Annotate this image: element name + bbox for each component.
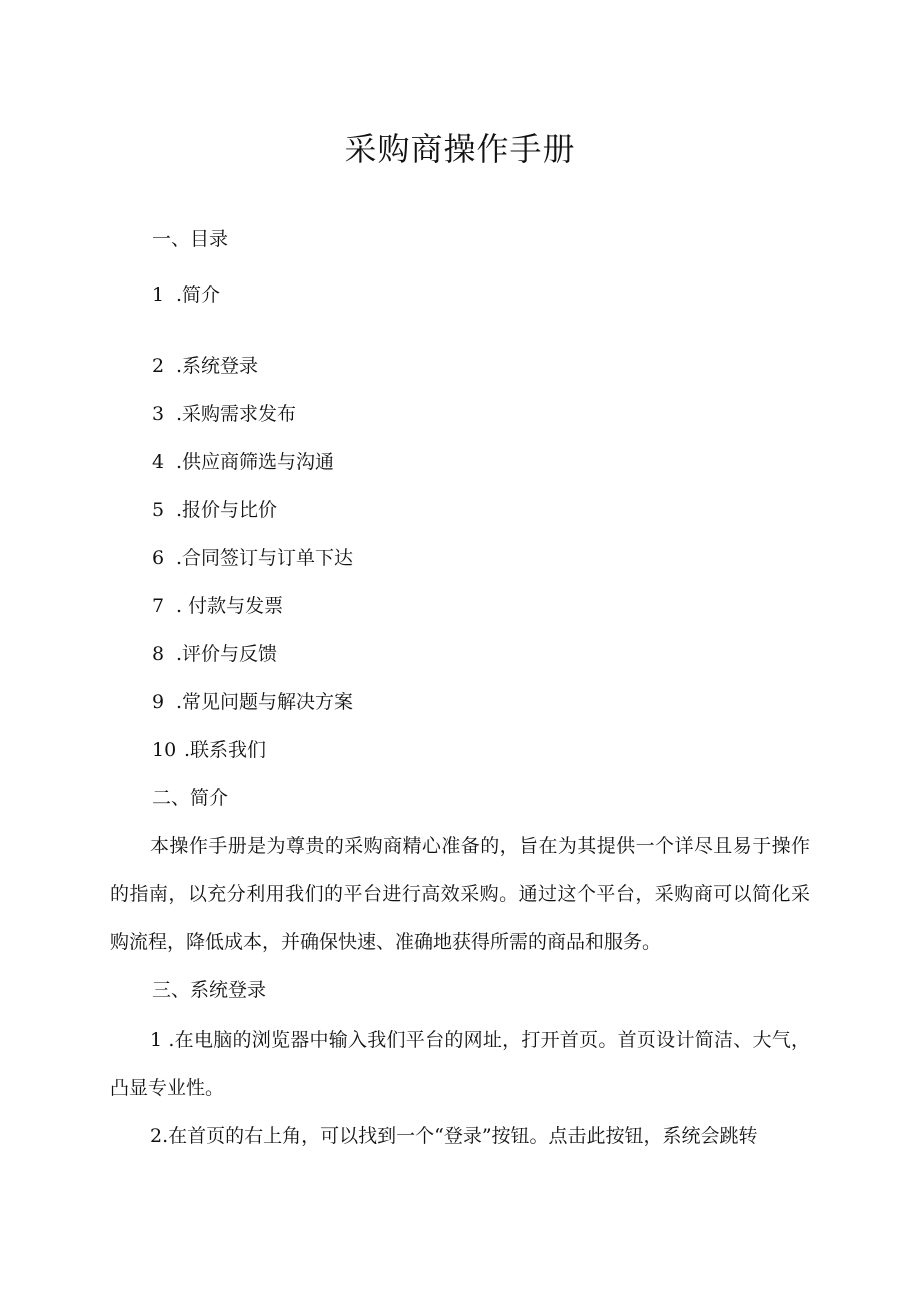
toc-item-1 <box>152 280 220 310</box>
toc-item-number: 9 <box>152 691 165 713</box>
toc-item-text: .系统登录 <box>176 355 259 377</box>
toc-item-number: 3 <box>152 403 165 425</box>
login-step-1: 1 .在电脑的浏览器中输入我们平台的网址，打开首页。首页设计简洁、大气，凸显专业性。 <box>110 1029 810 1099</box>
toc-item-text: .联系我们 <box>184 739 267 761</box>
toc-item-number: 2 <box>152 355 165 377</box>
toc-item-text: .简介 <box>176 284 221 306</box>
toc-item-3 <box>152 399 296 429</box>
toc-item-text: . 付款与发票 <box>176 595 284 617</box>
login-heading: 三、系统登录 <box>152 979 267 1001</box>
toc-item-text: .常见问题与解决方案 <box>176 691 354 713</box>
toc-item-10 <box>152 735 266 765</box>
toc-item-number: 7 <box>152 595 165 617</box>
toc-item-4 <box>152 447 334 477</box>
toc-item-6 <box>152 543 353 573</box>
toc-item-number: 4 <box>152 451 165 473</box>
toc-item-number: 6 <box>152 547 165 569</box>
toc-item-number: 8 <box>152 643 165 665</box>
toc-item-number: 10 <box>152 739 177 761</box>
toc-item-text: .采购需求发布 <box>176 403 297 425</box>
toc-item-9 <box>152 687 353 717</box>
toc-heading: 一、目录 <box>152 228 229 250</box>
document-title: 采购商操作手册 <box>344 130 576 168</box>
toc-item-5 <box>152 495 277 525</box>
toc-item-2 <box>152 351 258 381</box>
intro-paragraph: 本操作手册是为尊贵的采购商精心准备的，旨在为其提供一个详尽且易于操作的指南，以充分利用我们的平台进行高效采购。通过这个平台，采购商可以简化采购流程，降低成本，并确保快速、准确地获得所需的商品和服务。 <box>110 835 810 953</box>
intro-heading: 二、简介 <box>152 787 229 809</box>
login-step-2: 2.在首页的右上角，可以找到一个“登录”按钮。点击此按钮，系统会跳转 <box>150 1125 758 1147</box>
toc-item-text: .供应商筛选与沟通 <box>176 451 335 473</box>
toc-item-number: 5 <box>152 499 165 521</box>
toc-item-text: .评价与反馈 <box>176 643 278 665</box>
toc-item-text: .合同签订与订单下达 <box>176 547 354 569</box>
toc-item-number: 1 <box>152 284 165 306</box>
toc-item-7 <box>152 591 283 621</box>
toc-item-text: .报价与比价 <box>176 499 278 521</box>
toc-item-8 <box>152 639 277 669</box>
